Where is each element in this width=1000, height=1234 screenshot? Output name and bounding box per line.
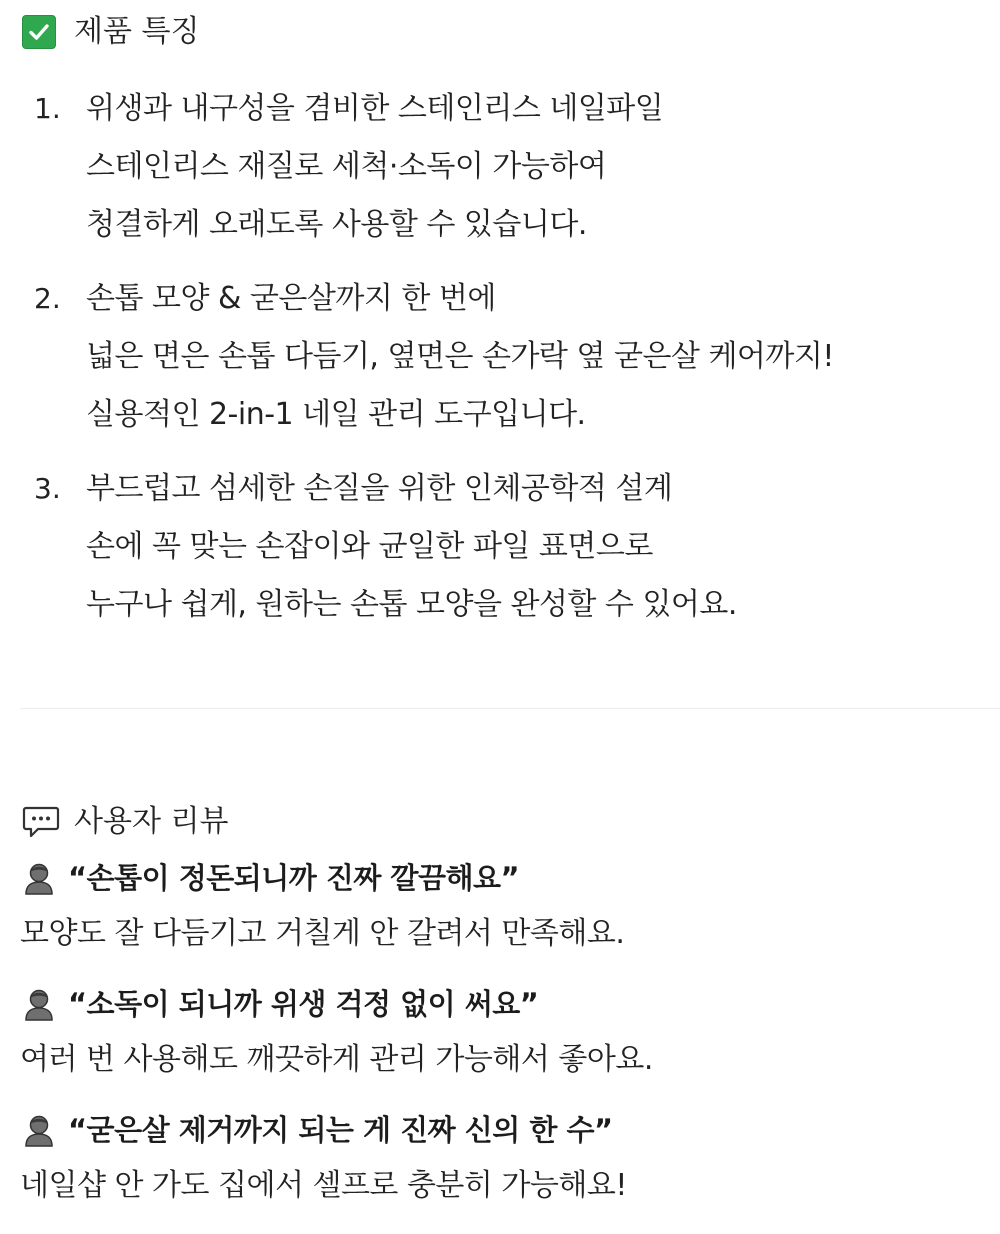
feature-description-line: 누구나 쉽게, 원하는 손톱 모양을 완성할 수 있어요. bbox=[86, 587, 737, 622]
feature-item bbox=[0, 460, 1000, 634]
reviews-title: 사용자 리뷰 bbox=[74, 804, 229, 839]
check-icon bbox=[22, 15, 56, 49]
review-quote: “소독이 되니까 위생 걱정 없이 써요” bbox=[68, 987, 539, 1021]
feature-description-line: 손에 꼭 맞는 손잡이와 균일한 파일 표면으로 bbox=[86, 529, 653, 564]
feature-description-line: 청결하게 오래도록 사용할 수 있습니다. bbox=[86, 207, 587, 242]
feature-number: 1. bbox=[34, 92, 61, 125]
review-quote: “손톱이 정돈되니까 진짜 깔끔해요” bbox=[68, 861, 520, 895]
reviews-header bbox=[22, 800, 228, 844]
review-item bbox=[0, 850, 1000, 962]
review-body: 모양도 잘 다듬기고 거칠게 안 갈려서 만족해요. bbox=[20, 916, 625, 951]
feature-item bbox=[0, 80, 1000, 254]
review-quote: “굳은살 제거까지 되는 게 진짜 신의 한 수” bbox=[68, 1113, 613, 1147]
feature-number: 3. bbox=[34, 472, 61, 505]
feature-item bbox=[0, 270, 1000, 444]
feature-description-line: 실용적인 2-in-1 네일 관리 도구입니다. bbox=[86, 397, 586, 432]
feature-heading: 손톱 모양 & 굳은살까지 한 번에 bbox=[86, 281, 496, 316]
feature-heading: 부드럽고 섬세한 손질을 위한 인체공학적 설계 bbox=[86, 471, 673, 506]
features-header bbox=[22, 12, 199, 52]
person-icon bbox=[22, 987, 56, 1021]
person-icon bbox=[22, 1113, 56, 1147]
features-title: 제품 특징 bbox=[74, 14, 200, 49]
feature-description-line: 넓은 면은 손톱 다듬기, 옆면은 손가락 옆 굳은살 케어까지! bbox=[86, 339, 834, 374]
review-body: 여러 번 사용해도 깨끗하게 관리 가능해서 좋아요. bbox=[20, 1042, 653, 1077]
section-divider bbox=[20, 708, 1000, 709]
review-item bbox=[0, 976, 1000, 1088]
review-body: 네일샵 안 가도 집에서 셀프로 충분히 가능해요! bbox=[20, 1168, 627, 1203]
features-list bbox=[0, 80, 1000, 650]
speech-bubble-icon bbox=[22, 805, 60, 839]
review-item bbox=[0, 1102, 1000, 1214]
person-icon bbox=[22, 861, 56, 895]
feature-description-line: 스테인리스 재질로 세척·소독이 가능하여 bbox=[86, 149, 607, 184]
reviews-list bbox=[0, 850, 1000, 1228]
feature-number: 2. bbox=[34, 282, 61, 315]
feature-heading: 위생과 내구성을 겸비한 스테인리스 네일파일 bbox=[86, 91, 664, 126]
